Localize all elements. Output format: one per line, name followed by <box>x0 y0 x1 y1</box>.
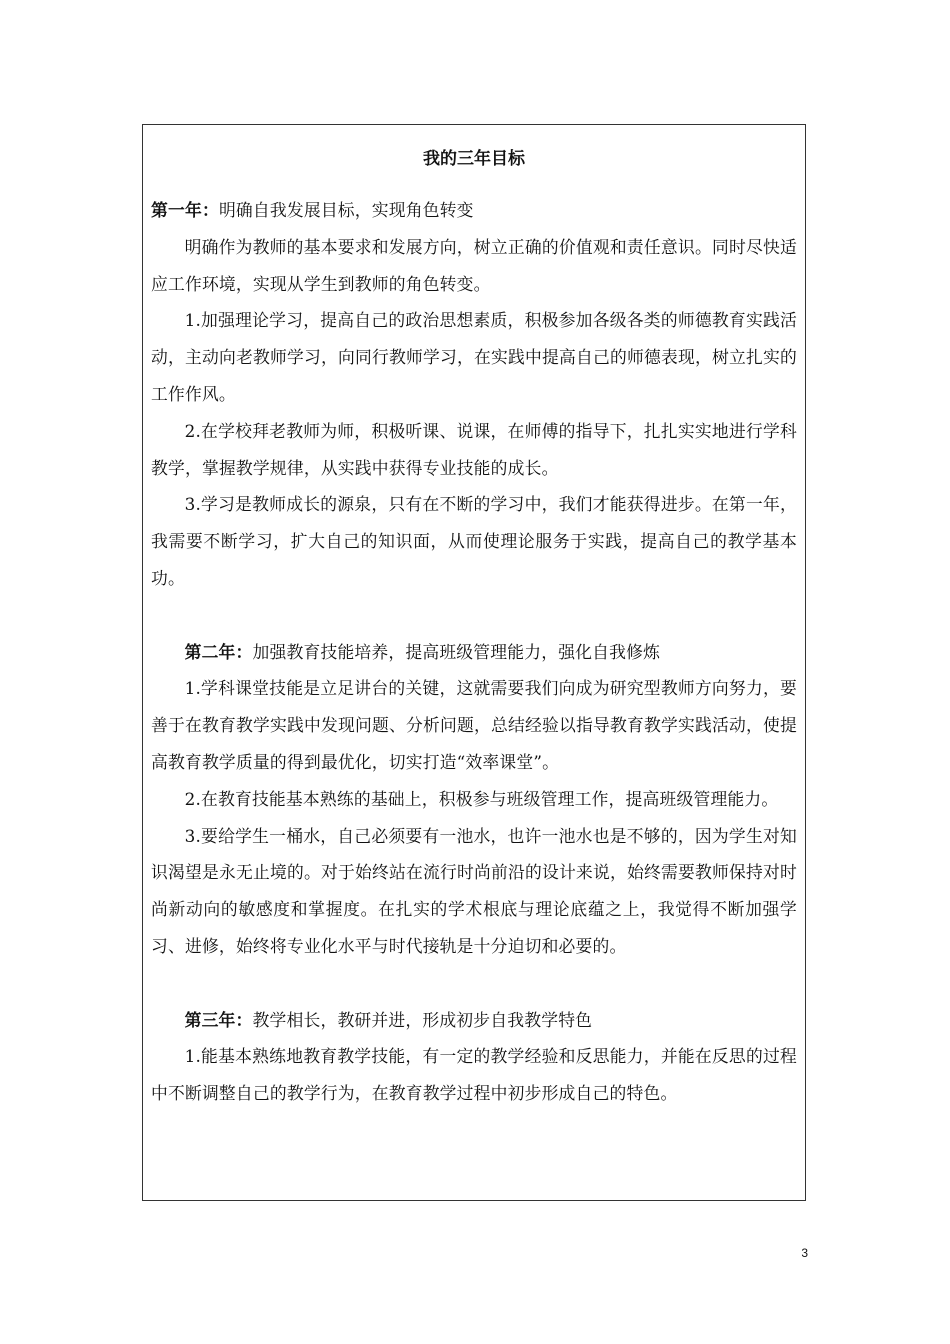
section-spacer <box>151 965 797 1002</box>
document-body <box>151 192 797 1112</box>
year1-heading <box>151 192 797 229</box>
year2-item-2: 2.在教育技能基本熟练的基础上，积极参与班级管理工作，提高班级管理能力。 <box>184 788 779 809</box>
goals-table-cell <box>142 124 806 1201</box>
year2-heading-label: 第二年： <box>184 641 253 662</box>
year2-heading-text: 加强教育技能培养，提高班级管理能力，强化自我修炼 <box>252 641 661 662</box>
year2-heading <box>151 634 797 671</box>
year1-item-2: 2.在学校拜老教师为师，积极听课、说课，在师傅的指导下，扎扎实实地进行学科教学，掌握教学规律，从实践中获得专业技能的成长。 <box>151 420 797 478</box>
year2-item-3: 3.要给学生一桶水，自己必须要有一池水，也许一池水也是不够的，因为学生对知识渴望是永无止境的。对于始终站在流行时尚前沿的设计来说，始终需要教师保持对时尚新动向的敏感度和掌握度。在扎实的学术根底与理论底蕴之上，我觉得不断加强学习、进修，始终将专业化水平与时代接轨是十分迫切和必要的。 <box>151 825 797 956</box>
year1-intro: 明确作为教师的基本要求和发展方向，树立正确的价值观和责任意识。同时尽快适应工作环境，实现从学生到教师的角色转变。 <box>151 236 797 294</box>
year1-item-1: 1.加强理论学习，提高自己的政治思想素质，积极参加各级各类的师德教育实践活动，主动向老教师学习，向同行教师学习，在实践中提高自己的师德表现，树立扎实的工作作风。 <box>151 310 797 404</box>
year1-item-3: 3.学习是教师成长的源泉，只有在不断的学习中，我们才能获得进步。在第一年，我需要不断学习，扩大自己的知识面，从而使理论服务于实践，提高自己的教学基本功。 <box>151 494 797 588</box>
page-number: 3 <box>801 1246 808 1260</box>
year3-heading-label: 第三年： <box>184 1009 253 1030</box>
year3-heading-text: 教学相长，教研并进，形成初步自我教学特色 <box>252 1009 593 1030</box>
year1-heading-label: 第一年： <box>151 200 219 220</box>
year1-heading-text: 明确自我发展目标，实现角色转变 <box>218 200 474 220</box>
section-spacer <box>151 597 797 634</box>
year3-heading <box>151 1002 797 1039</box>
document-title: 我的三年目标 <box>423 149 525 169</box>
year2-item-1: 1.学科课堂技能是立足讲台的关键，这就需要我们向成为研究型教师方向努力，要善于在教育教学实践中发现问题、分析问题，总结经验以指导教育教学实践活动，使提高教育教学质量的得到最优化，切实打造“效率课堂”。 <box>151 678 797 772</box>
year3-item-1: 1.能基本熟练地教育教学技能，有一定的教学经验和反思能力，并能在反思的过程中不断调整自己的教学行为，在教育教学过程中初步形成自己的特色。 <box>151 1046 797 1104</box>
